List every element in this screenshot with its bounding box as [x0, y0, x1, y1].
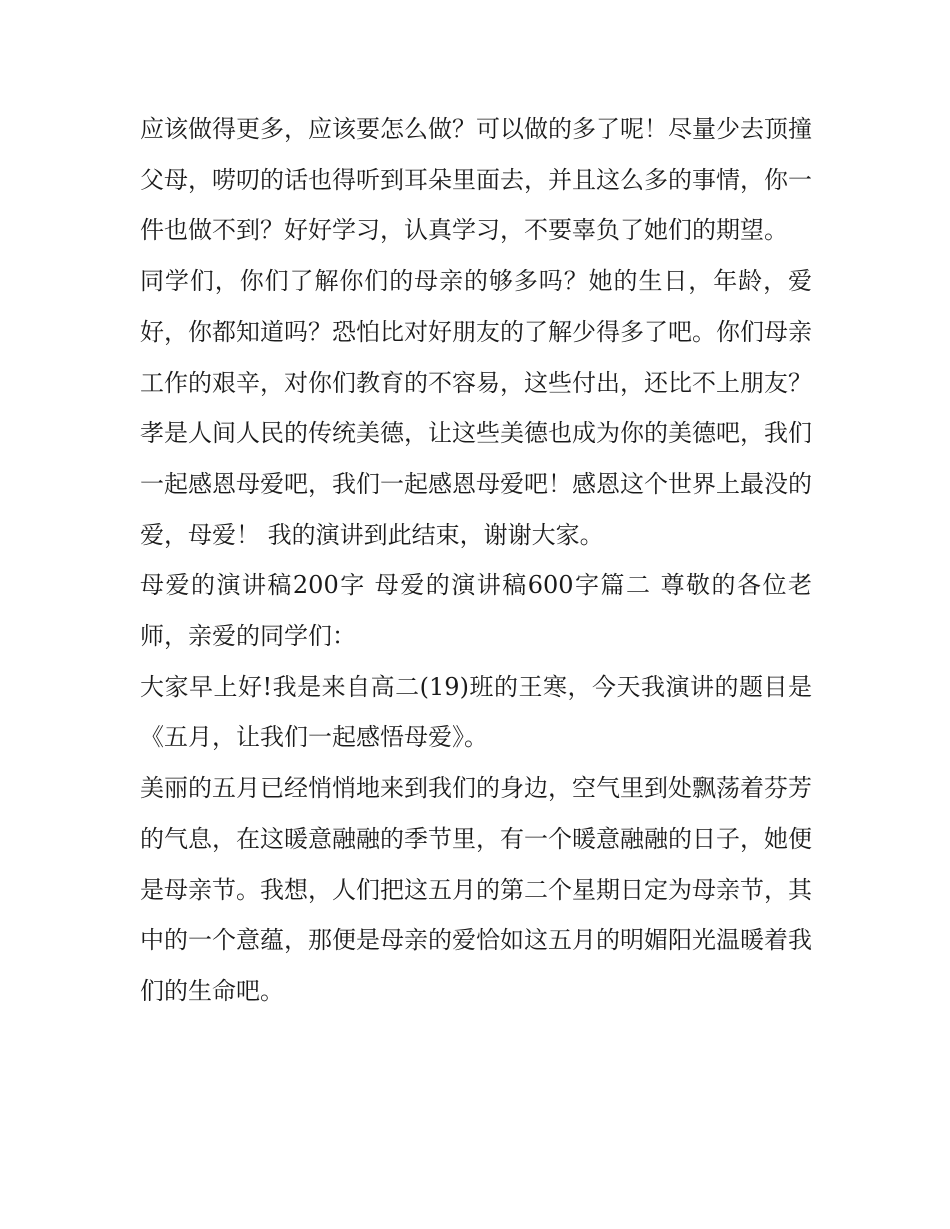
paragraph-5: 大家早上好!我是来自高二(19)班的王寒，今天我演讲的题目是《五月，让我们一起感悟母爱》。 — [140, 672, 812, 752]
paragraph-6: 美丽的五月已经悄悄地来到我们的身边，空气里到处飘荡着芬芳的气息，在这暖意融融的季节里，有一个暖意融融的日子，她便是母亲节。我想，人们把这五月的第二个星期日定为母亲节，其中的一个意蕴，那便是母亲的爱恰如这五月的明媚阳光温暖着我们的生命吧。 — [140, 774, 812, 1005]
document-body — [140, 104, 812, 1017]
paragraph-4: 母爱的演讲稿200字 母爱的演讲稿600字篇二 尊敬的各位老师，亲爱的同学们： — [140, 571, 812, 651]
paragraph-1: 应该做得更多，应该要怎么做？可以做的多了呢！尽量少去顶撞父母，唠叨的话也得听到耳朵里面去，并且这么多的事情，你一件也做不到？好好学习，认真学习，不要辜负了她们的期望。 — [140, 115, 812, 245]
paragraph-3: 孝是人间人民的传统美德，让这些美德也成为你的美德吧，我们一起感恩母爱吧，我们一起感恩母爱吧！感恩这个世界上最没的爱，母爱！ 我的演讲到此结束，谢谢大家。 — [140, 419, 812, 549]
paragraph-2: 同学们，你们了解你们的母亲的够多吗？她的生日，年龄，爱好，你都知道吗？恐怕比对好朋友的了解少得多了吧。你们母亲工作的艰辛，对你们教育的不容易，这些付出，还比不上朋友？ — [140, 267, 812, 397]
